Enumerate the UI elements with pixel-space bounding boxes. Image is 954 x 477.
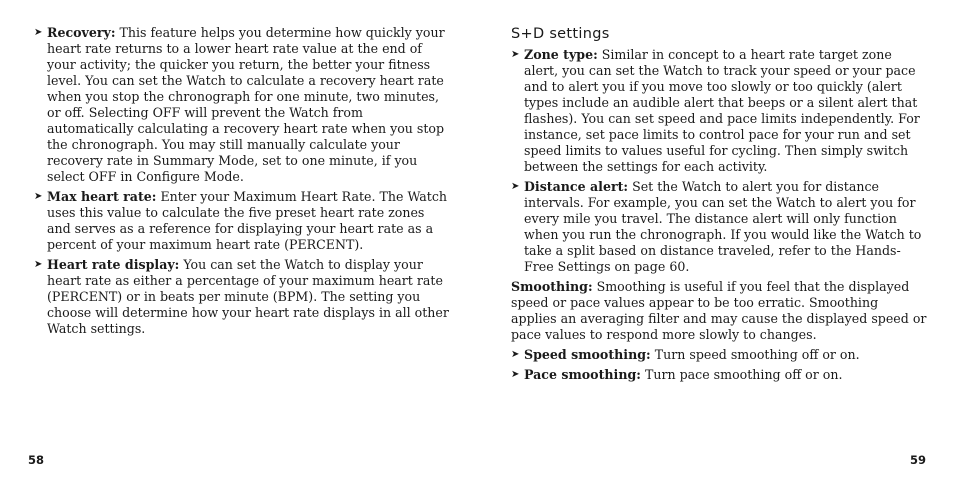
bullet-text: Turn speed smoothing off or on. (650, 347, 860, 362)
bullet-zone-type (511, 47, 927, 175)
bullet-distance-alert (511, 179, 927, 275)
bullet-term: Recovery: (47, 25, 116, 40)
bullet-speed-smoothing (511, 347, 927, 363)
bullet-pace-smoothing (511, 367, 927, 383)
paragraph-text: Smoothing is useful if you feel that the displayed speed or pace values appear to be too erratic. Smoothing applies an averaging filter and may cause the displayed speed or pace values to respond more slowly to changes. (511, 279, 927, 342)
right-arrowhead-icon: ➤ (511, 49, 520, 60)
bullet-term: Heart rate display: (47, 257, 180, 272)
right-column (511, 24, 927, 387)
bullet-heart-rate-display (34, 257, 452, 337)
bullet-max-heart-rate (34, 189, 452, 253)
bullet-term: Max heart rate: (47, 189, 157, 204)
bullet-term: Distance alert: (524, 179, 629, 194)
right-arrowhead-icon: ➤ (511, 181, 520, 192)
right-arrowhead-icon: ➤ (511, 369, 520, 380)
bullet-text: You can set the Watch to display your heart rate as either a percentage of your maximum heart rate (PERCENT) or in beats per minute (BPM). The setting you choose will determine how your heart rate displays in all other Watch settings. (47, 257, 449, 336)
right-arrowhead-icon: ➤ (34, 191, 43, 202)
bullet-text: Turn pace smoothing off or on. (640, 367, 843, 382)
right-arrowhead-icon: ➤ (34, 27, 43, 38)
page-number: 59 (909, 453, 926, 467)
right-arrowhead-icon: ➤ (34, 259, 43, 270)
bullet-text: Enter your Maximum Heart Rate. The Watch uses this value to calculate the five preset heart rate zones and serves as a reference for displaying your heart rate as a percent of your maximum heart rate (PERCENT). (47, 189, 448, 252)
right-page (477, 0, 954, 477)
bullet-text: Similar in concept to a heart rate target zone alert, you can set the Watch to track your speed or your pace and to alert you if you move too slowly or too quickly (alert types include an audible alert that beeps or a silent alert that flashes). You can set speed and pace limits independently. For instance, set pace limits to control pace for your run and set speed limits to values useful for cycling. Then simply switch between the settings for each activity. (524, 47, 920, 174)
section-heading: S+D settings (511, 26, 610, 42)
bullet-term: Pace smoothing: (524, 367, 641, 382)
bullet-text: Set the Watch to alert you for distance intervals. For example, you can set the Watch to alert you for every mile you travel. The distance alert will only function when you run the chronograph. If you would like the Watch to take a split based on distance traveled, refer to the Hands-Free Settings on page 60. (524, 179, 922, 274)
left-column (34, 25, 452, 341)
bullet-term: Zone type: (524, 47, 598, 62)
bullet-term: Speed smoothing: (524, 347, 651, 362)
page-number: 58 (28, 453, 45, 467)
paragraph-term: Smoothing: (511, 279, 593, 294)
smoothing-paragraph (511, 279, 927, 343)
right-arrowhead-icon: ➤ (511, 349, 520, 360)
bullet-recovery (34, 25, 452, 185)
bullet-text: This feature helps you determine how quickly your heart rate returns to a lower heart rate value at the end of your activity; the quicker you return, the better your fitness level. You can set the Watch to calculate a recovery heart rate when you stop the chronograph for one minute, two minutes, or off. Selecting OFF will prevent the Watch from automatically calculating a recovery heart rate when you stop the chronograph. You may still manually calculate your recovery rate in Summary Mode, set to one minute, if you select OFF in Configure Mode. (47, 25, 445, 184)
